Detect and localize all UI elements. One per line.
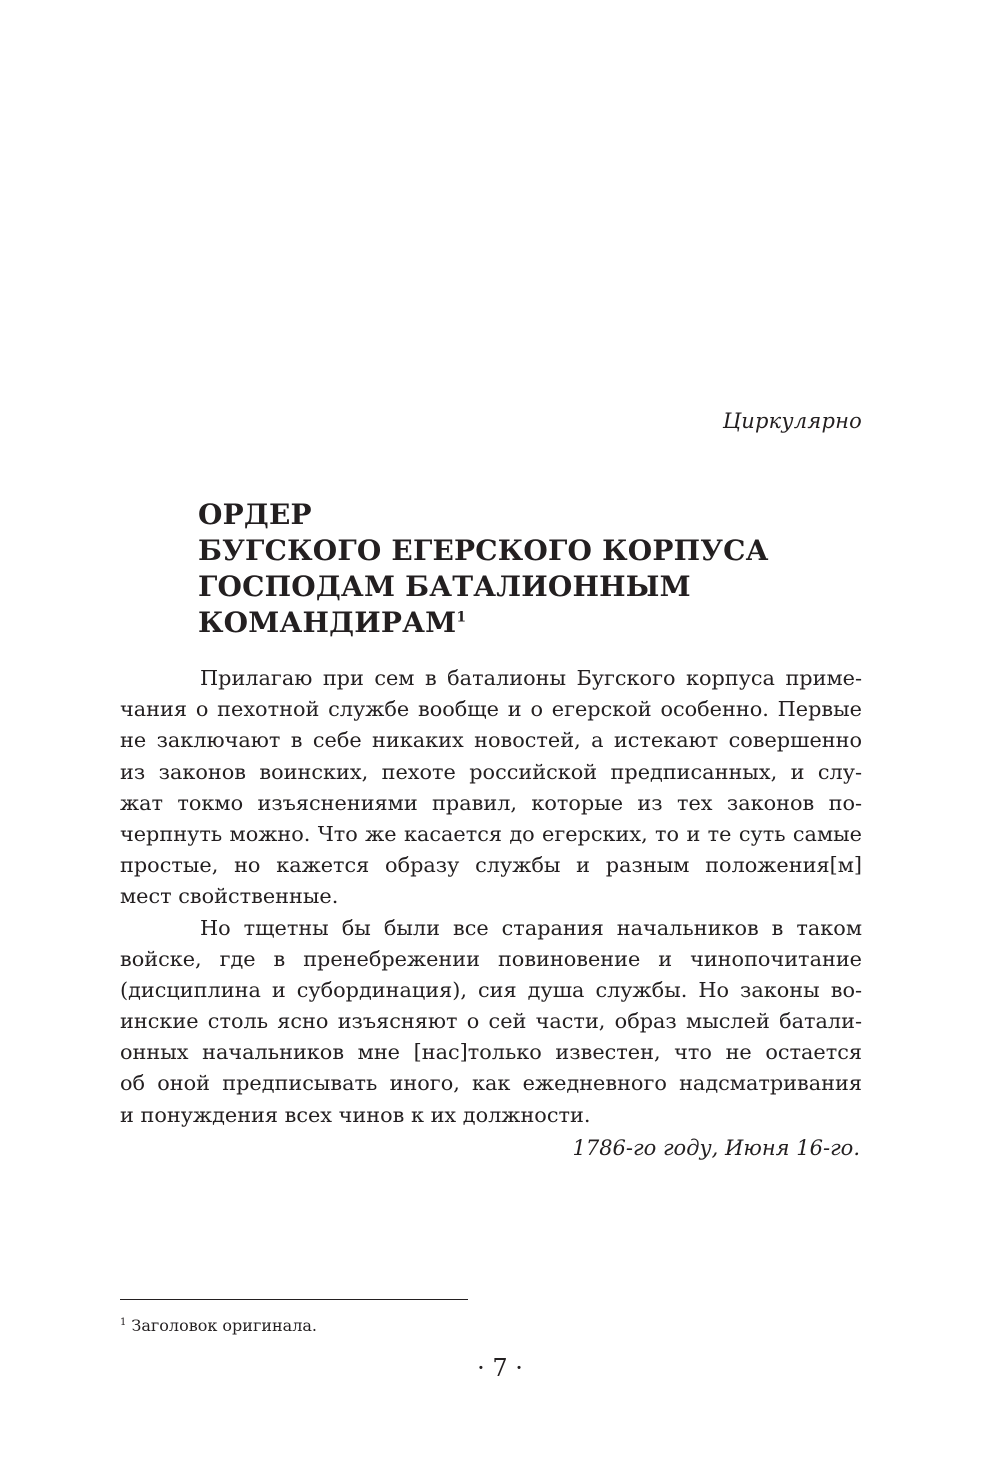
- paragraph-1-line: простые, но кажется образу службы и разным положения[м]: [120, 853, 862, 878]
- footnote-number: 1: [120, 1316, 127, 1328]
- paragraph-2-line: Но тщетны бы были все старания начальников в таком: [200, 915, 862, 940]
- title-line-text: КОМАНДИРАМ: [198, 606, 457, 639]
- paragraph-1-line: черпнуть можно. Что же касается до егерских, то и те суть самые: [120, 821, 862, 846]
- paragraph-2-line: инские столь ясно изъясняют о сей части, образ мыслей батали-: [120, 1009, 862, 1034]
- footnote: [120, 1314, 317, 1338]
- footnote-text: Заголовок оригинала.: [131, 1316, 317, 1335]
- paragraph-1-line: чания о пехотной службе вообще и о егерской особенно. Первые: [120, 697, 862, 722]
- circular-label: Циркулярно: [722, 409, 862, 433]
- title-line: БУГСКОГО ЕГЕРСКОГО КОРПУСА: [198, 534, 769, 567]
- signature-date: 1786-го году, Июня 16-го.: [572, 1136, 860, 1160]
- paragraph-1-line: не заключают в себе никаких новостей, а истекают совершенно: [120, 728, 862, 753]
- body-text: [120, 663, 862, 1131]
- paragraph-2-line: об оной предписывать иного, как ежедневного надсматривания: [120, 1071, 862, 1096]
- document-title: [198, 497, 838, 641]
- title-line: ОРДЕР: [198, 498, 312, 531]
- paragraph-2-line: войске, где в пренебрежении повиновение и чинопочитание: [120, 946, 862, 971]
- paragraph-1-line: мест свойственные.: [120, 884, 339, 909]
- paragraph-1-line: жат токмо изъяснениями правил, которые из тех законов по-: [120, 790, 862, 815]
- paragraph-2-line: (дисциплина и субординация), сия душа службы. Но законы во-: [120, 977, 862, 1002]
- footnote-divider: [120, 1299, 468, 1300]
- paragraph-1-line: Прилагаю при сем в баталионы Бугского корпуса приме-: [200, 666, 862, 690]
- title-line: ГОСПОДАМ БАТАЛИОННЫМ: [198, 570, 691, 603]
- title-footnote-ref: 1: [456, 609, 467, 626]
- paragraph-2-line: и понуждения всех чинов к их должности.: [120, 1102, 591, 1127]
- paragraph-2-line: онных начальников мне [нас]только известен, что не остается: [120, 1040, 862, 1065]
- title-line-last: [198, 605, 838, 641]
- page-number: · 7 ·: [477, 1354, 523, 1382]
- paragraph-1-line: из законов воинских, пехоте российской предписанных, и слу-: [120, 759, 862, 784]
